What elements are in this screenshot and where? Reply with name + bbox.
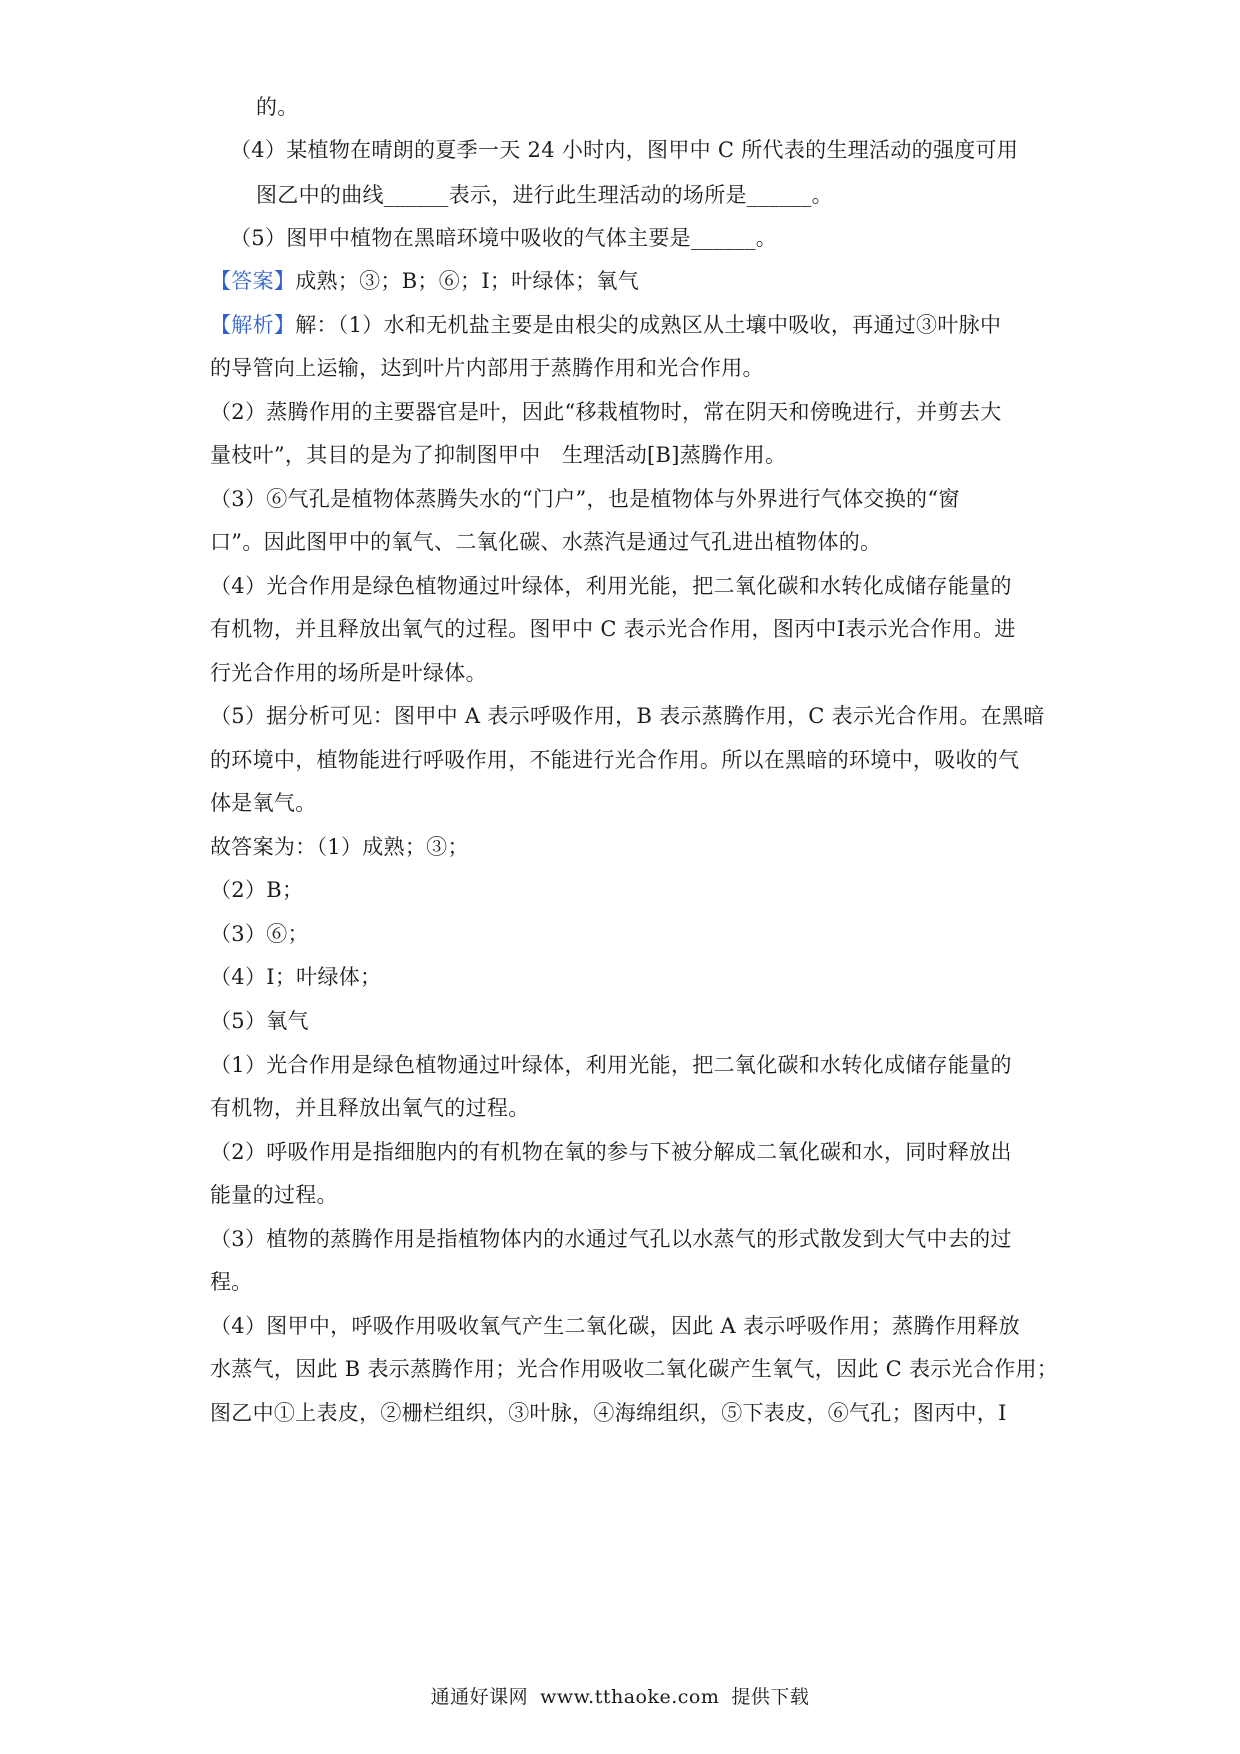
text-line: 的导管向上运输，达到叶片内部用于蒸腾作用和光合作用。 <box>210 356 764 380</box>
text-line: （4）图甲中，呼吸作用吸收氧气产生二氧化碳，因此 A 表示呼吸作用；蒸腾作用释放 <box>210 1314 1020 1338</box>
text-line: （4）Ⅰ；叶绿体； <box>210 965 382 989</box>
text-line: 故答案为：（1）成熟；③； <box>210 835 469 859</box>
analysis-tag: 【解析】 <box>210 313 296 337</box>
text-line: （2）蒸腾作用的主要器官是叶，因此“移栽植物时，常在阴天和傍晚进行，并剪去大 <box>210 400 1002 424</box>
footer-url[interactable]: www.tthaoke.com <box>540 1686 720 1708</box>
text-line: 的环境中，植物能进行呼吸作用，不能进行光合作用。所以在黑暗的环境中，吸收的气 <box>210 748 1020 772</box>
text-line: （2）呼吸作用是指细胞内的有机物在氧的参与下被分解成二氧化碳和水，同时释放出 <box>210 1140 1012 1164</box>
answer-text: 成熟；③；B；⑥；Ⅰ；叶绿体；氧气 <box>295 269 640 293</box>
text-line: （2）B； <box>210 878 304 902</box>
text-line: （3）植物的蒸腾作用是指植物体内的水通过气孔以水蒸气的形式散发到大气中去的过 <box>210 1227 1012 1251</box>
text-line: 体是氧气。 <box>210 791 317 815</box>
text-line: 水蒸气，因此 B 表示蒸腾作用；光合作用吸收二氧化碳产生氧气，因此 C 表示光合作用； <box>210 1357 1059 1381</box>
text-line: 有机物，并且释放出氧气的过程。 <box>210 1096 530 1120</box>
text-line: 量枝叶”，其目的是为了抑制图甲中 生理活动[B]蒸腾作用。 <box>210 443 787 467</box>
text-line: （4）光合作用是绿色植物通过叶绿体，利用光能，把二氧化碳和水转化成储存能量的 <box>210 574 1012 598</box>
answer-line <box>210 266 1040 296</box>
page-footer <box>0 1682 1240 1709</box>
text-line: 有机物，并且释放出氧气的过程。图甲中 C 表示光合作用，图丙中Ⅰ表示光合作用。进 <box>210 617 1016 641</box>
text-line: 的。 <box>256 95 299 119</box>
text-line: （5）氧气 <box>210 1009 309 1033</box>
question-4-line: （4）某植物在晴朗的夏季一天 24 小时内，图甲中 C 所代表的生理活动的强度可用 <box>230 138 1019 162</box>
text-line: （3）⑥气孔是植物体蒸腾失水的“门户”，也是植物体与外界进行气体交换的“窗 <box>210 487 960 511</box>
footer-site-name: 通通好课网 <box>430 1686 529 1708</box>
question-5-line: （5）图甲中植物在黑暗环境中吸收的气体主要是______。 <box>230 226 778 250</box>
text-line: （5）据分析可见：图甲中 A 表示呼吸作用，B 表示蒸腾作用，C 表示光合作用。在黑暗 <box>210 704 1045 728</box>
text-line: （3）⑥； <box>210 922 309 946</box>
text-line: 图乙中的曲线______表示，进行此生理活动的场所是______。 <box>256 183 833 207</box>
analysis-line <box>210 310 1040 340</box>
text-line: 口”。因此图甲中的氧气、二氧化碳、水蒸汽是通过气孔进出植物体的。 <box>210 530 882 554</box>
text-line: 行光合作用的场所是叶绿体。 <box>210 661 487 685</box>
analysis-text: 解：（1）水和无机盐主要是由根尖的成熟区从土壤中吸收，再通过③叶脉中 <box>295 313 1002 337</box>
text-line: 能量的过程。 <box>210 1183 338 1207</box>
answer-tag: 【答案】 <box>210 269 296 293</box>
text-line: 程。 <box>210 1270 253 1294</box>
text-line: （1）光合作用是绿色植物通过叶绿体，利用光能，把二氧化碳和水转化成储存能量的 <box>210 1053 1012 1077</box>
text-line: 图乙中①上表皮，②栅栏组织，③叶脉，④海绵组织，⑤下表皮，⑥气孔；图丙中，Ⅰ <box>210 1401 1007 1425</box>
footer-note: 提供下载 <box>731 1686 810 1708</box>
